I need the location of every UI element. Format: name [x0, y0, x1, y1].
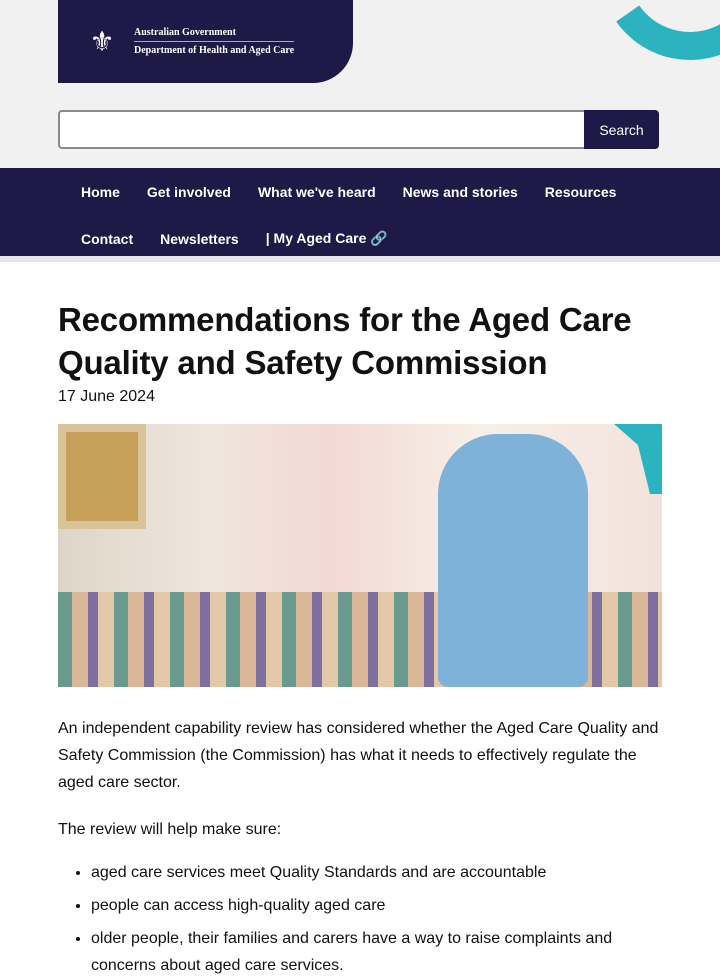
carer-figure [438, 434, 588, 687]
nav-news-and-stories[interactable]: News and stories [402, 183, 518, 200]
nav-my-aged-care[interactable]: | My Aged Care 🔗 [265, 230, 388, 246]
teal-accent [582, 424, 662, 494]
nav-contact[interactable]: Contact [81, 230, 134, 247]
nav-newsletters[interactable]: Newsletters [160, 230, 239, 247]
hero-image [58, 424, 662, 687]
page-title: Recommendations for the Aged Care Quality and Safety Commission [58, 301, 632, 381]
wall-painting [58, 424, 146, 529]
publish-date: 17 June 2024 [58, 388, 155, 405]
intro-paragraph: An independent capability review has considered whether the Aged Care Quality and Safety Commission (the Commission) has what it needs to effectively regulate the aged care sector. [58, 720, 659, 791]
list-item: • aged care services meet Quality Standards and are accountable [91, 859, 662, 886]
department-name: Department of Health and Aged Care [134, 45, 295, 56]
decorative-arc [586, 0, 720, 74]
search-input[interactable] [58, 110, 584, 149]
review-goals-list [58, 859, 662, 979]
list-item: • older people, their families and carers have a way to raise complaints and concerns about aged care services. [91, 925, 662, 979]
nav-resources[interactable]: Resources [544, 183, 617, 200]
search-button[interactable]: Search [584, 110, 659, 149]
gov-name: Australian Government [134, 27, 294, 42]
nav-home[interactable]: Home [81, 183, 120, 200]
review-paragraph: The review will help make sure: [58, 821, 282, 838]
article [0, 298, 720, 979]
nav-get-involved[interactable]: Get involved [146, 183, 231, 200]
site-header [0, 0, 720, 168]
search-bar [58, 110, 659, 149]
coat-of-arms-icon: ⚜ [89, 25, 115, 57]
nav-what-weve-heard[interactable]: What we've heard [257, 183, 376, 200]
gov-logo[interactable] [58, 0, 353, 83]
main-nav [0, 168, 720, 262]
list-item: • people can access high-quality aged care [91, 892, 662, 919]
